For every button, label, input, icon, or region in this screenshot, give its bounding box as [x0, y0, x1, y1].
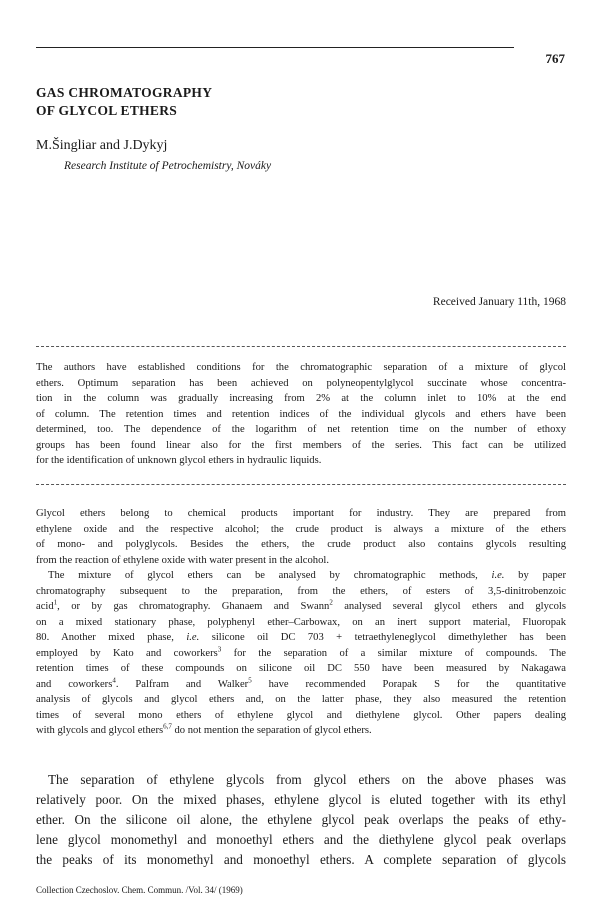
abstract-top-rule — [36, 346, 566, 347]
body-line: The mixture of glycol ethers can be analysed by chromatographic methods, i.e. by paper — [48, 570, 567, 581]
body-line: retention times of these compounds on silicone oil DC 550 have been measured by Nakagawa — [36, 663, 566, 674]
body-line: The separation of ethylene glycols from glycol ethers on the above phases was — [48, 772, 566, 787]
body-line: employed by Kato and coworkers$^3$ for the separation of a similar mixture of compounds. The — [36, 644, 566, 659]
body-line: with glycols and glycol ethers$^{6,7}$ do not mention the separation of glycol ethers. — [36, 722, 372, 736]
page-number: 767 — [545, 51, 565, 66]
abstract-line: ethers. Optimum separation has been achieved on polyneopentylglycol succinate whose concentra- — [36, 377, 566, 389]
body-line: 80. Another mixed phase, i.e. silicone oil DC 703 + tetraethyleneglycol dimethylether has been — [36, 632, 567, 643]
body-line: ether. On the silicone oil alone, the ethylene glycol peak overlaps the peaks of ethy- — [36, 812, 566, 827]
article-title — [36, 84, 212, 120]
abstract-line: tion in the column was gradually increasing from 2% at the column inlet to 10% at the end — [36, 393, 566, 404]
body-line: and coworkers$^4$. Palfram and Walker$^5$ have recommended Porapak S for the quantitative — [36, 675, 567, 690]
body-large-text — [36, 770, 566, 870]
body-line: acid$^1$, or by gas chromatography. Ghanaem and Swann$^2$ analysed several glycol ethers and glycols — [36, 598, 566, 612]
body-line: times of several mono ethers of ethylene glycol and diethylene glycol. Other papers dealing — [36, 709, 566, 721]
body-line: the peaks of its monomethyl and monoethyl ethers. A complete separation of glycols — [36, 852, 566, 867]
journal-footer: Collection Czechoslov. Chem. Commun. /Vol. 34/ (1969) — [36, 885, 243, 895]
body-line: relatively poor. On the mixed phases, ethylene glycol is eluted together with its ethyl — [36, 792, 566, 807]
body-line: of mono- and polyglycols. Besides the ethers, the crude product also contains glycols resulting — [36, 539, 566, 550]
abstract-bottom-rule — [36, 484, 566, 485]
body-line: on a mixed stationary phase, polyphenyl ether–Carbowax, on an inert support material, Fluoropak — [36, 616, 566, 628]
received-date: Received January 11th, 1968 — [432, 296, 566, 308]
affiliation: Research Institute of Petrochemistry, Nováky — [64, 160, 272, 172]
abstract-line: groups has been found linear also for the first members of the series. This fact can be utilized — [36, 439, 566, 451]
body-line: analysis of glycols and glycol ethers and, on the latter phase, they also measured the retention — [36, 694, 566, 705]
abstract-line: determined, too. The dependence of the logarithm of net retention time on the number of ethoxy — [36, 424, 566, 435]
title-line-1: GAS CHROMATOGRAPHY — [36, 85, 213, 100]
abstract-line: The authors have established conditions for the chromatographic separation of a mixture of glycol — [36, 362, 566, 373]
body-line: from the reaction of ethylene oxide with water present in the alcohol. — [36, 554, 329, 566]
title-line-2: OF GLYCOL ETHERS — [36, 103, 178, 118]
body-line: chromatography subsequent to the preparation, from the ethers, of esters of 3,5-dinitrobenzoic — [36, 585, 566, 597]
authors: M.Šingliar and J.Dykyj — [36, 138, 168, 153]
body-line: ethylene oxide and the respective alcohol; the crude product is always a mixture of the ethers — [36, 523, 566, 535]
abstract-line: of column. The retention times and retention indices of the individual glycols and ethers have been — [36, 408, 566, 420]
abstract-line: for the identification of unknown glycol ethers in hydraulic liquids. — [36, 455, 322, 466]
body-line: lene glycol monomethyl and monoethyl ethers and the diethylene glycol peak overlaps — [36, 832, 566, 847]
body-line: Glycol ethers belong to chemical products important for industry. They are prepared from — [36, 508, 566, 519]
body-small-text — [36, 506, 566, 739]
header-rule — [36, 47, 514, 48]
abstract — [36, 360, 566, 469]
